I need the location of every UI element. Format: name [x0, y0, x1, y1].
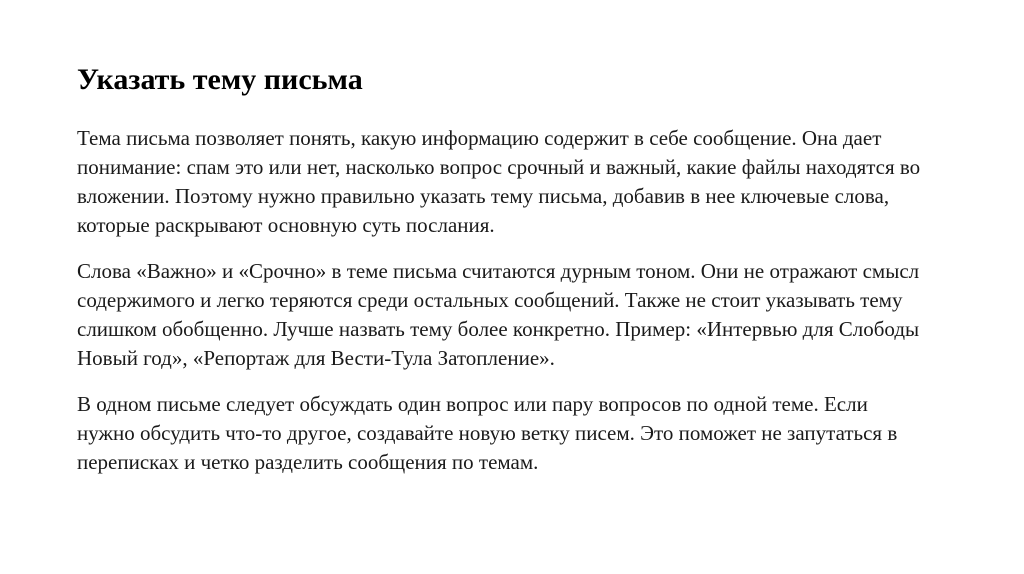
paragraph-bad-words: [77, 257, 957, 373]
paragraph-line: которые раскрывают основную суть послания.: [77, 213, 495, 237]
paragraph-line: вложении. Поэтому нужно правильно указать тему письма, добавив в нее ключевые слова,: [77, 184, 890, 208]
paragraph-line: Новый год», «Репортаж для Вести-Тула Затопление».: [77, 346, 555, 370]
paragraph-line: понимание: спам это или нет, насколько вопрос срочный и важный, какие файлы находятся во: [77, 155, 921, 179]
paragraph-subject-purpose: [77, 124, 957, 240]
slide-title: Указать тему письма: [77, 63, 363, 96]
paragraph-one-topic: [77, 390, 957, 477]
paragraph-line: переписках и четко разделить сообщения по темам.: [77, 450, 539, 474]
paragraph-line: Слова «Важно» и «Срочно» в теме письма считаются дурным тоном. Они не отражают смысл: [77, 259, 920, 283]
paragraph-line: Тема письма позволяет понять, какую информацию содержит в себе сообщение. Она дает: [77, 126, 882, 150]
slide-body: [77, 124, 957, 494]
paragraph-line: содержимого и легко теряются среди остальных сообщений. Также не стоит указывать тему: [77, 288, 903, 312]
paragraph-line: нужно обсудить что-то другое, создавайте новую ветку писем. Это поможет не запутаться в: [77, 421, 898, 445]
paragraph-line: В одном письме следует обсуждать один вопрос или пару вопросов по одной теме. Если: [77, 392, 868, 416]
paragraph-line: слишком обобщенно. Лучше назвать тему более конкретно. Пример: «Интервью для Слободы: [77, 317, 920, 341]
